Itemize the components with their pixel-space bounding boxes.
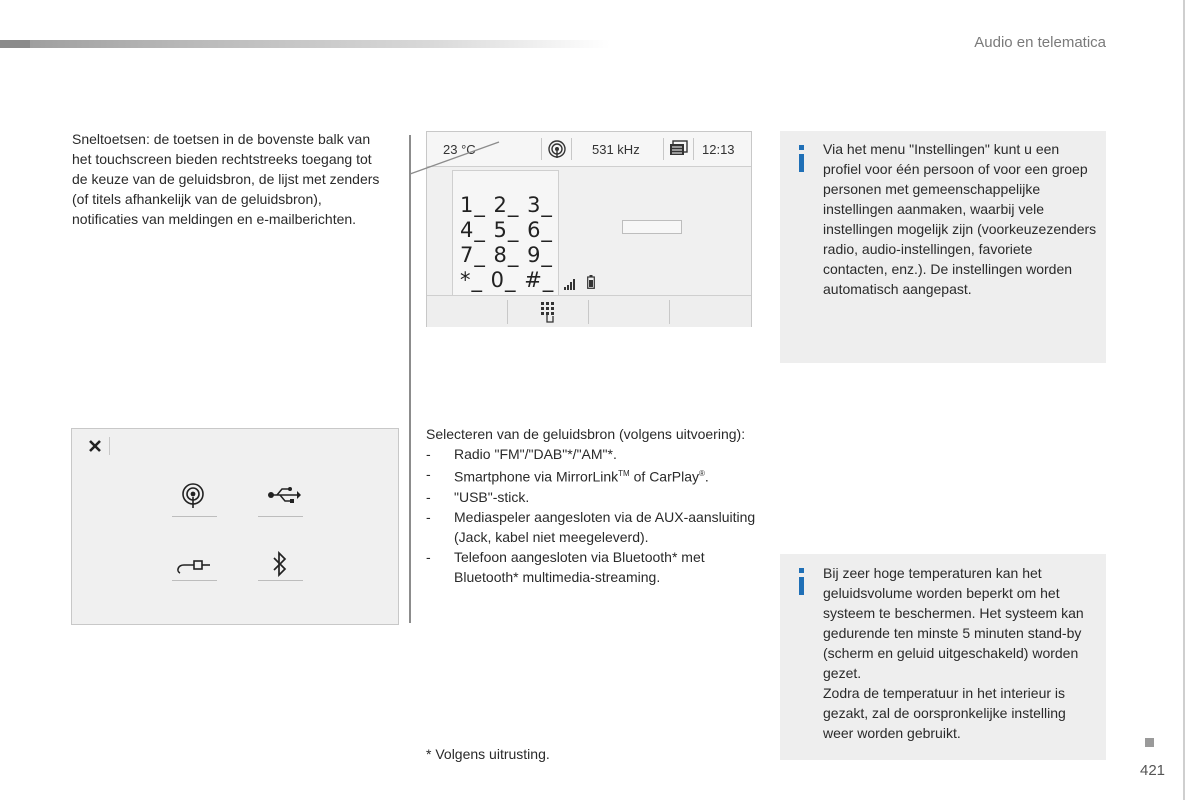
- status-divider: [663, 138, 664, 160]
- list-item-text: Smartphone via MirrorLink: [454, 468, 619, 485]
- bottom-divider: [507, 300, 508, 324]
- list-dash: -: [426, 488, 431, 505]
- touchscreen-illustration: [426, 131, 752, 327]
- screen-bottom-bar: [427, 295, 751, 327]
- list-item-text: "USB"-stick.: [454, 488, 530, 505]
- messages-icon[interactable]: [669, 140, 689, 163]
- registered-mark: ®: [698, 469, 705, 478]
- display-field: [622, 220, 682, 234]
- list-item: [426, 464, 756, 487]
- info-box-temperature: [780, 554, 1106, 760]
- header-decor-bar: [0, 40, 610, 48]
- bottom-divider: [588, 300, 589, 324]
- column-divider: [409, 135, 411, 623]
- status-divider: [541, 138, 542, 160]
- icon-underline: [172, 516, 217, 517]
- bottom-divider: [669, 300, 670, 324]
- keypad-row[interactable]: 1_ 2_ 3_: [460, 193, 553, 217]
- list-dash: -: [426, 446, 431, 462]
- info-box-profiles: [780, 131, 1106, 363]
- header-decor-bar-dark: [0, 40, 30, 48]
- info-paragraph: Zodra de temperatuur in het interieur is gezakt, zal de oorspronkelijke instelling weer worden gebruikt.: [823, 685, 1066, 741]
- page-marker: [1145, 738, 1154, 747]
- list-item: [426, 487, 756, 507]
- phone-keypad: [452, 170, 559, 296]
- bluetooth-icon[interactable]: [272, 551, 288, 582]
- close-icon[interactable]: [87, 438, 103, 459]
- list-item: [426, 444, 756, 464]
- list-dash: -: [426, 508, 431, 525]
- carplay-text: of CarPlay: [629, 468, 699, 485]
- keypad-row[interactable]: *_ 0_ #_: [460, 268, 555, 292]
- info-icon-dot: [799, 568, 804, 573]
- info-box-text: Via het menu "Instellingen" kunt u een profiel voor één persoon of voor een groep personen met gemeenschappelijke instellingen aanmaken, waarbij vele instellingen mogelijk zijn (voorkeuzezenders radio, audio-instellingen, favoriete contacten, enz.). De instellingen worden automatisch aangepast.: [823, 141, 1097, 297]
- keypad-grid-icon[interactable]: [538, 300, 558, 329]
- trademark-mark: TM: [618, 469, 630, 478]
- list-item-text: Mediaspeler aangesloten via de AUX-aansluiting (Jack, kabel niet meegeleverd).: [454, 508, 756, 545]
- status-divider: [571, 138, 572, 160]
- list-item-text: Telefoon aangesloten via Bluetooth* met Bluetooth* multimedia-streaming.: [454, 548, 705, 585]
- period: .: [704, 468, 709, 485]
- audio-source-list: [426, 424, 756, 587]
- signal-strength-icon: [563, 277, 577, 295]
- list-item: [426, 507, 756, 547]
- info-icon: [799, 154, 804, 172]
- icon-underline: [258, 580, 303, 581]
- radio-icon[interactable]: [181, 482, 205, 515]
- page-edge-line: [1183, 0, 1185, 800]
- clock-readout: 12:13: [702, 142, 735, 157]
- page-section-title: Audio en telematica: [974, 34, 1106, 51]
- status-divider: [693, 138, 694, 160]
- list-dash: -: [426, 466, 431, 482]
- shortcut-keys-paragraph: Sneltoetsen: de toetsen in de bovenste balk van het touchscreen bieden rechtstreeks toegang tot de keuze van de geluidsbron, de lijst met zenders (of titels afhankelijk van de geluidsbron), notificaties van meldingen en e-mailberichten.: [72, 131, 380, 227]
- keypad-row[interactable]: 4_ 5_ 6_: [460, 218, 553, 242]
- radio-icon[interactable]: [547, 139, 567, 164]
- icon-underline: [172, 580, 217, 581]
- source-selection-panel: [71, 428, 399, 625]
- battery-icon: [587, 275, 595, 294]
- callout-line: [409, 140, 504, 176]
- page-number: 421: [1140, 762, 1166, 779]
- keypad-row[interactable]: 7_ 8_ 9_: [460, 243, 553, 267]
- info-paragraph: Bij zeer hoge temperaturen kan het geluidsvolume worden beperkt om het systeem te beschermen. Het systeem kan gedurende ten minste 5 minuten stand-by (scherm en geluid uitgeschakeld) worden gezet.: [823, 565, 1084, 681]
- close-divider: [109, 437, 110, 455]
- frequency-readout: 531 kHz: [592, 142, 640, 157]
- info-box-text: [823, 563, 1098, 743]
- list-item-text: Radio "FM"/"DAB"*/"AM"*.: [454, 446, 617, 462]
- list-dash: -: [426, 548, 431, 565]
- icon-underline: [258, 516, 303, 517]
- temperature-readout: 23 °C: [443, 142, 476, 157]
- usb-icon[interactable]: [267, 486, 301, 509]
- footnote: * Volgens uitrusting.: [426, 746, 550, 762]
- aux-jack-icon[interactable]: [176, 555, 212, 582]
- info-icon-dot: [799, 145, 804, 150]
- list-item: [426, 547, 756, 587]
- info-icon: [799, 577, 804, 595]
- sources-intro: Selecteren van de geluidsbron (volgens uitvoering):: [426, 426, 746, 442]
